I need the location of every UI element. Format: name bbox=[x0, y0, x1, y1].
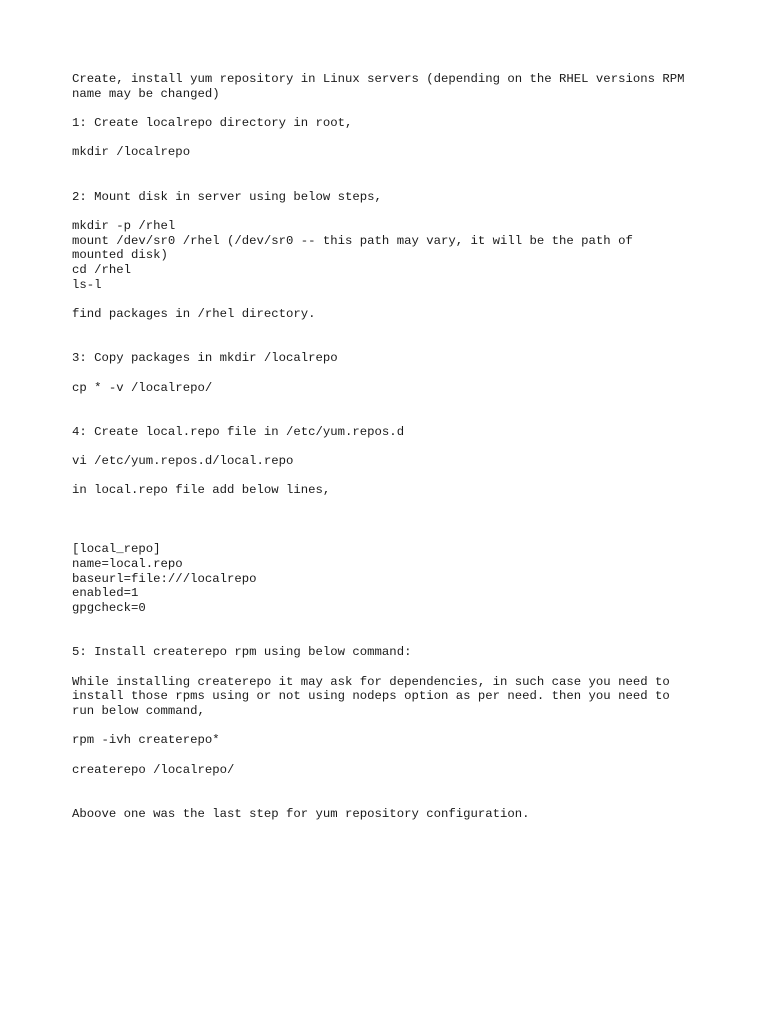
text-line bbox=[72, 777, 702, 792]
text-line: vi /etc/yum.repos.d/local.repo bbox=[72, 454, 294, 469]
text-line: [local_repo] bbox=[72, 542, 161, 557]
text-line: ls-l bbox=[72, 277, 102, 292]
text-line bbox=[72, 660, 702, 675]
text-line bbox=[72, 513, 702, 528]
text-line: gpgcheck=0 bbox=[72, 601, 146, 616]
text-line bbox=[72, 528, 702, 543]
text-line: baseurl=file:///localrepo bbox=[72, 571, 257, 586]
text-line bbox=[72, 292, 702, 307]
text-line bbox=[72, 748, 702, 763]
text-line bbox=[72, 498, 702, 513]
text-line: in local.repo file add below lines, bbox=[72, 483, 331, 498]
text-line: cp * -v /localrepo/ bbox=[72, 380, 213, 395]
text-line: cd /rhel bbox=[72, 263, 132, 278]
text-line bbox=[72, 719, 702, 734]
text-line: createrepo /localrepo/ bbox=[72, 762, 235, 777]
text-line bbox=[72, 630, 702, 645]
text-line: While installing createrepo it may ask for dependencies, in such case you need to bbox=[72, 674, 670, 689]
text-line bbox=[72, 439, 702, 454]
text-line: 1: Create localrepo directory in root, bbox=[72, 116, 353, 131]
text-line bbox=[72, 322, 702, 337]
text-line: 5: Install createrepo rpm using below command: bbox=[72, 645, 412, 660]
text-line: name may be changed) bbox=[72, 86, 220, 101]
text-line bbox=[72, 160, 702, 175]
text-line: mounted disk) bbox=[72, 248, 168, 263]
text-line: enabled=1 bbox=[72, 586, 139, 601]
text-line: 2: Mount disk in server using below steps, bbox=[72, 189, 382, 204]
text-line: run below command, bbox=[72, 703, 205, 718]
text-line: mkdir /localrepo bbox=[72, 145, 191, 160]
text-line bbox=[72, 175, 702, 190]
text-line: install those rpms using or not using nodeps option as per need. then you need to bbox=[72, 689, 670, 704]
text-line: name=local.repo bbox=[72, 556, 183, 571]
text-line bbox=[72, 204, 702, 219]
text-line: mkdir -p /rhel bbox=[72, 218, 176, 233]
text-line bbox=[72, 410, 702, 425]
text-line bbox=[72, 616, 702, 631]
text-line bbox=[72, 366, 702, 381]
text-line: 4: Create local.repo file in /etc/yum.repos.d bbox=[72, 424, 405, 439]
text-line: rpm -ivh createrepo* bbox=[72, 733, 220, 748]
text-line: 3: Copy packages in mkdir /localrepo bbox=[72, 351, 338, 366]
text-line: Create, install yum repository in Linux servers (depending on the RHEL versions RPM bbox=[72, 72, 685, 86]
text-line bbox=[72, 469, 702, 484]
text-line: find packages in /rhel directory. bbox=[72, 307, 316, 322]
text-line bbox=[72, 792, 702, 807]
text-line bbox=[72, 337, 702, 352]
text-line: mount /dev/sr0 /rhel (/dev/sr0 -- this path may vary, it will be the path of bbox=[72, 233, 633, 248]
text-line: Aboove one was the last step for yum repository configuration. bbox=[72, 806, 530, 821]
text-line bbox=[72, 131, 702, 146]
document-page bbox=[72, 72, 702, 822]
text-line bbox=[72, 395, 702, 410]
text-line bbox=[72, 101, 702, 116]
